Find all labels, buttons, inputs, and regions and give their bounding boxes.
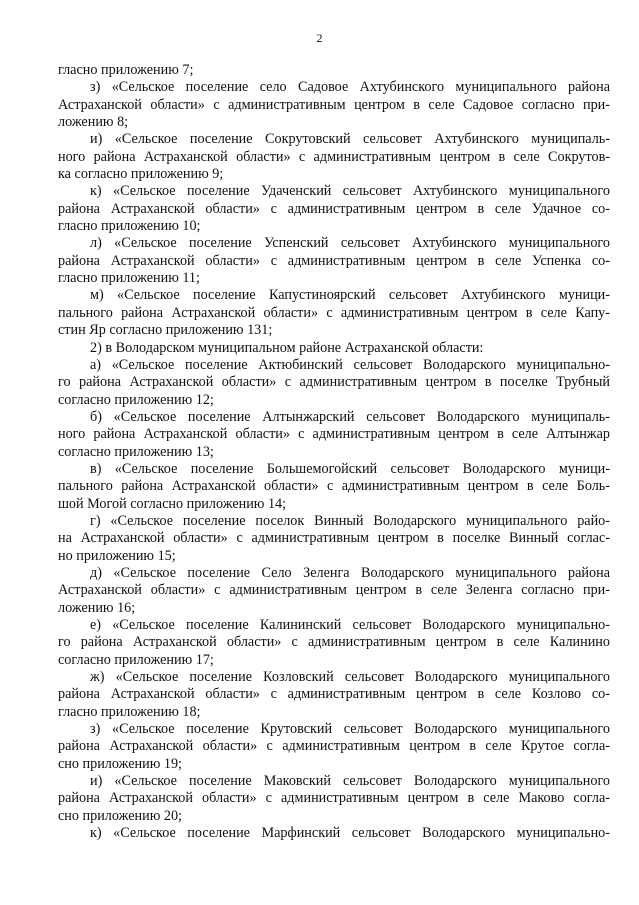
text-line: согласно приложению 12; bbox=[58, 391, 214, 408]
text-line: ного района Астраханской области» с административным центром в селе Сокрутов- bbox=[58, 148, 610, 165]
text-line: района Астраханской области» с административным центром в селе Маково согла- bbox=[58, 790, 610, 807]
text-line: сно приложению 19; bbox=[58, 755, 183, 772]
page-number: 2 bbox=[316, 31, 323, 45]
text-line: стин Яр согласно приложению 131; bbox=[58, 322, 273, 339]
text-line: ложению 16; bbox=[58, 599, 136, 616]
text-line: гласно приложению 18; bbox=[58, 703, 201, 720]
text-line: ка согласно приложению 9; bbox=[58, 166, 224, 183]
text-line: района Астраханской области» с административным центром в селе Козлово со- bbox=[58, 686, 610, 703]
text-line: го района Астраханской области» с административным центром в поселке Трубный bbox=[58, 374, 610, 391]
text-line: з) «Сельское поселение село Садовое Ахтубинского муниципального района bbox=[90, 79, 610, 96]
text-line: 2) в Володарском муниципальном районе Астраханской области: bbox=[90, 339, 484, 356]
text-line: гласно приложению 11; bbox=[58, 270, 200, 287]
text-line: в) «Сельское поселение Большемогойский сельсовет Володарского муници- bbox=[90, 460, 610, 477]
text-line: а) «Сельское поселение Актюбинский сельсовет Володарского муниципально- bbox=[90, 356, 610, 373]
text-line: пального района Астраханской области» с административным центром в селе Боль- bbox=[58, 478, 610, 495]
text-line: гласно приложению 10; bbox=[58, 218, 201, 235]
text-line: г) «Сельское поселение поселок Винный Володарского муниципального райо- bbox=[90, 512, 610, 529]
text-line: района Астраханской области» с административным центром в селе Удачное со- bbox=[58, 200, 610, 217]
text-line: района Астраханской области» с административным центром в селе Успенка со- bbox=[58, 252, 610, 269]
text-line: согласно приложению 13; bbox=[58, 443, 214, 460]
text-line: и) «Сельское поселение Маковский сельсовет Володарского муниципального bbox=[90, 773, 610, 790]
text-line: на Астраханской области» с административным центром в поселке Винный соглас- bbox=[58, 530, 610, 547]
text-line: и) «Сельское поселение Сокрутовский сельсовет Ахтубинского муниципаль- bbox=[90, 131, 610, 148]
text-line: пального района Астраханской области» с административным центром в селе Капу- bbox=[58, 304, 610, 321]
text-line: Астраханской области» с административным центром в селе Зеленга согласно при- bbox=[58, 582, 610, 599]
text-line: ж) «Сельское поселение Козловский сельсовет Володарского муниципального bbox=[90, 669, 610, 686]
text-line: Астраханской области» с административным центром в селе Садовое согласно при- bbox=[58, 96, 610, 113]
text-line: ложению 8; bbox=[58, 114, 129, 131]
text-line: б) «Сельское поселение Алтынжарский сельсовет Володарского муниципаль- bbox=[90, 408, 610, 425]
text-line: л) «Сельское поселение Успенский сельсовет Ахтубинского муниципального bbox=[90, 235, 610, 252]
text-line: сно приложению 20; bbox=[58, 807, 183, 824]
text-line: е) «Сельское поселение Калининский сельсовет Володарского муниципально- bbox=[90, 617, 610, 633]
text-line: к) «Сельское поселение Удаченский сельсовет Ахтубинского муниципального bbox=[90, 183, 610, 200]
text-line: го района Астраханской области» с административным центром в селе Калинино bbox=[58, 634, 610, 651]
text-line: гласно приложению 7; bbox=[58, 62, 194, 78]
text-line: к) «Сельское поселение Марфинский сельсовет Володарского муниципально- bbox=[90, 825, 610, 842]
text-line: з) «Сельское поселение Крутовский сельсовет Володарского муниципального bbox=[90, 721, 610, 738]
text-line: д) «Сельское поселение Село Зеленга Володарского муниципального района bbox=[90, 564, 610, 581]
text-line: м) «Сельское поселение Капустиноярский сельсовет Ахтубинского муници- bbox=[90, 287, 610, 304]
text-line: согласно приложению 17; bbox=[58, 651, 214, 668]
text-line: шой Могой согласно приложению 14; bbox=[58, 495, 287, 512]
document-body bbox=[58, 62, 610, 842]
text-line: района Астраханской области» с административным центром в селе Крутое согла- bbox=[58, 738, 610, 755]
text-line: но приложению 15; bbox=[58, 547, 176, 564]
text-line: ного района Астраханской области» с административным центром в селе Алтынжар bbox=[58, 426, 610, 443]
